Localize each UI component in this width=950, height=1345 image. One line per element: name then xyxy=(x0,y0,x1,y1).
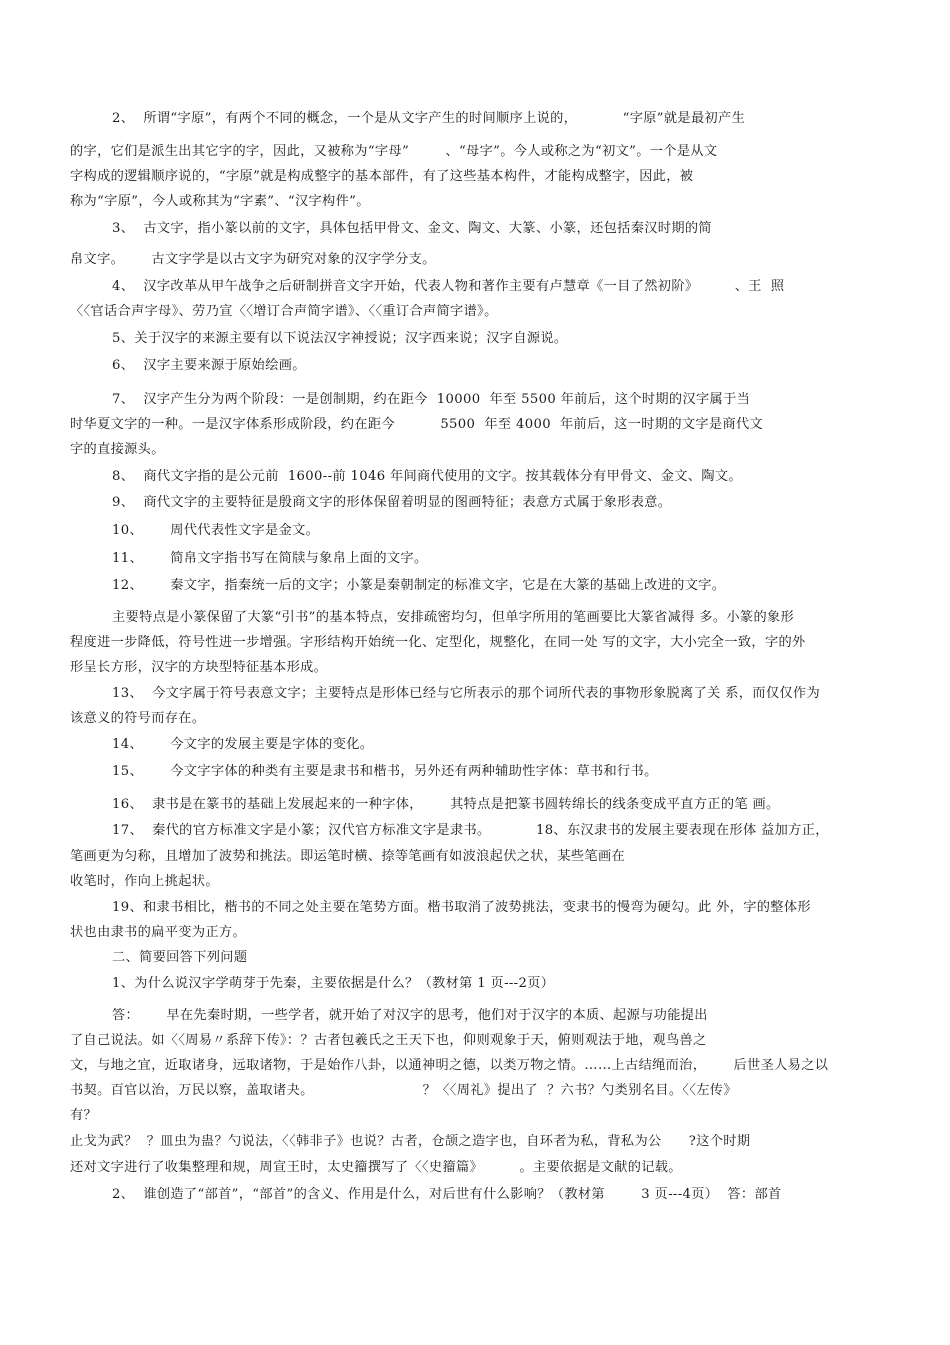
item-5-line: 5、关于汉字的来源主要有以下说法汉字神授说；汉字西来说；汉字自源说。 xyxy=(112,331,568,346)
item-6-line: 6、 汉字主要来源于原始绘画。 xyxy=(112,358,306,373)
item-18-line-2: 笔画更为匀称，且增加了波势和挑法。即运笔时横、捺等笔画有如波浪起伏之状，某些笔画在 xyxy=(70,849,626,864)
item-8-line: 8、 商代文字指的是公元前 1600--前 1046 年间商代使用的文字。按其载体分有甲骨文、金文、陶文。 xyxy=(112,469,742,484)
item-3-line-2: 帛文字。 古文字学是以古文字为研究对象的汉字学分支。 xyxy=(70,252,436,267)
question-1-line: 1、为什么说汉字学萌芽于先秦，主要依据是什么？（教材第 1 页---2页） xyxy=(112,976,555,991)
answer-1-line-4: 书契。百官以治，万民以察，盖取诸夬。 ？〈〈周礼》提出了 ？六书？勺类别名目。〈〈左传》 xyxy=(70,1083,737,1098)
item-4-line-2: 〈〈官话合声字母》、劳乃宣〈〈增订合声简字谱》、〈〈重订合声简字谱》。 xyxy=(70,304,498,319)
item-7-line-3: 字的直接源头。 xyxy=(70,442,165,457)
item-11-line: 11、 简帛文字指书写在简牍与象帛上面的文字。 xyxy=(112,551,428,566)
item-7-line-1: 7、 汉字产生分为两个阶段：一是创制期，约在距今 10000 年至 5500 年前后，这个时期的汉字属于当 xyxy=(112,392,751,407)
item-2-line-4: 称为“字原”，今人或称其为“字素”、“汉字构件”。 xyxy=(70,194,370,209)
item-12-detail-line-3: 形呈长方形，汉字的方块型特征基本形成。 xyxy=(70,660,328,675)
item-4-line-1: 4、 汉字改革从甲午战争之后研制拼音文字开始，代表人物和著作主要有卢慧章《一目了然初阶》 、王 照 xyxy=(112,279,785,294)
answer-1-line-6: 止戈为武？ ？皿虫为蛊？勺说法，〈〈韩非子》也说？古者，仓颉之造字也，自环者为私，背私为公 ?这个时期 xyxy=(70,1134,751,1149)
item-2-line-3: 字构成的逻辑顺序说的，“字原”就是构成整字的基本部件，有了这些基本构件，才能构成整字，因此，被 xyxy=(70,169,694,184)
item-3-line-1: 3、 古文字，指小篆以前的文字，具体包括甲骨文、金文、陶文、大篆、小篆，还包括秦汉时期的简 xyxy=(112,221,712,236)
item-14-line: 14、 今文字的发展主要是字体的变化。 xyxy=(112,737,374,752)
question-2-line: 2、 谁创造了“部首”，“部首”的含义、作用是什么，对后世有什么影响？（教材第 3 页---4页） 答：部首 xyxy=(112,1187,782,1202)
item-15-line: 15、 今文字字体的种类有主要是隶书和楷书，另外还有两种辅助性字体：草书和行书。 xyxy=(112,764,658,779)
answer-1-line-7: 还对文字进行了收集整理和规，周宣王时，太史籀撰写了〈〈史籀篇》 。主要依据是文献的记载。 xyxy=(70,1160,682,1175)
item-12-detail-line-1: 主要特点是小篆保留了大篆“引书”的基本特点，安排疏密均匀，但单字所用的笔画要比大篆省减得 多。小篆的象形 xyxy=(112,610,795,625)
item-13-line-1: 13、 今文字属于符号表意文字；主要特点是形体已经与它所表示的那个词所代表的事物形象脱离了关 系，而仅仅作为 xyxy=(112,686,820,701)
item-17-18-line-1: 17、 秦代的官方标准文字是小篆；汉代官方标准文字是隶书。 18、东汉隶书的发展主要表现在形体 益加方正， xyxy=(112,823,829,838)
answer-1-line-2: 了自己说法。如〈〈周易〃系辞下传》：？古者包羲氏之王天下也，仰则观象于天，俯则观法于地，观鸟兽之 xyxy=(70,1033,707,1048)
item-18-line-3: 收笔时，作向上挑起状。 xyxy=(70,874,219,889)
item-12-detail-line-2: 程度进一步降低，符号性进一步增强。字形结构开始统一化、定型化，规整化，在同一处 写的文字，大小完全一致，字的外 xyxy=(70,635,806,650)
item-9-line: 9、 商代文字的主要特征是殷商文字的形体保留着明显的图画特征；表意方式属于象形表意。 xyxy=(112,495,672,510)
item-12-line: 12、 秦文字，指秦统一后的文字；小篆是秦朝制定的标准文字，它是在大篆的基础上改进的文字。 xyxy=(112,578,726,593)
item-19-line-1: 19、和隶书相比，楷书的不同之处主要在笔势方面。楷书取消了波势挑法，变隶书的慢弯为硬勾。此 外，字的整体形 xyxy=(112,900,811,915)
item-13-line-2: 该意义的符号而存在。 xyxy=(70,711,206,726)
item-2-line-2: 的字，它们是派生出其它字的字，因此，又被称为“字母” 、“母字”。今人或称之为“初文”。一个是从文 xyxy=(70,144,718,159)
item-16-line: 16、 隶书是在篆书的基础上发展起来的一种字体， 其特点是把篆书圆转绵长的线条变成平直方正的笔 画。 xyxy=(112,797,780,812)
item-7-line-2: 时华夏文字的一种。一是汉字体系形成阶段，约在距今 5500 年至 4000 年前后，这一时期的文字是商代文 xyxy=(70,417,764,432)
section-2-heading: 二、简要回答下列问题 xyxy=(112,950,248,965)
item-10-line: 10、 周代代表性文字是金文。 xyxy=(112,523,320,538)
item-2-line-1: 2、 所谓“字原”，有两个不同的概念，一个是从文字产生的时间顺序上说的， “字原”就是最初产生 xyxy=(112,111,746,126)
answer-1-line-5: 有？ xyxy=(70,1108,98,1123)
answer-1-line-3: 文，与地之宜，近取诸身，远取诸物，于是始作八卦，以通神明之德，以类万物之情。……上古结绳而治， 后世圣人易之以 xyxy=(70,1058,829,1073)
answer-1-line-1: 答： 早在先秦时期，一些学者，就开始了对汉字的思考，他们对于汉字的本质、起源与功能提出 xyxy=(112,1008,708,1023)
item-19-line-2: 状也由隶书的扁平变为正方。 xyxy=(70,925,246,940)
